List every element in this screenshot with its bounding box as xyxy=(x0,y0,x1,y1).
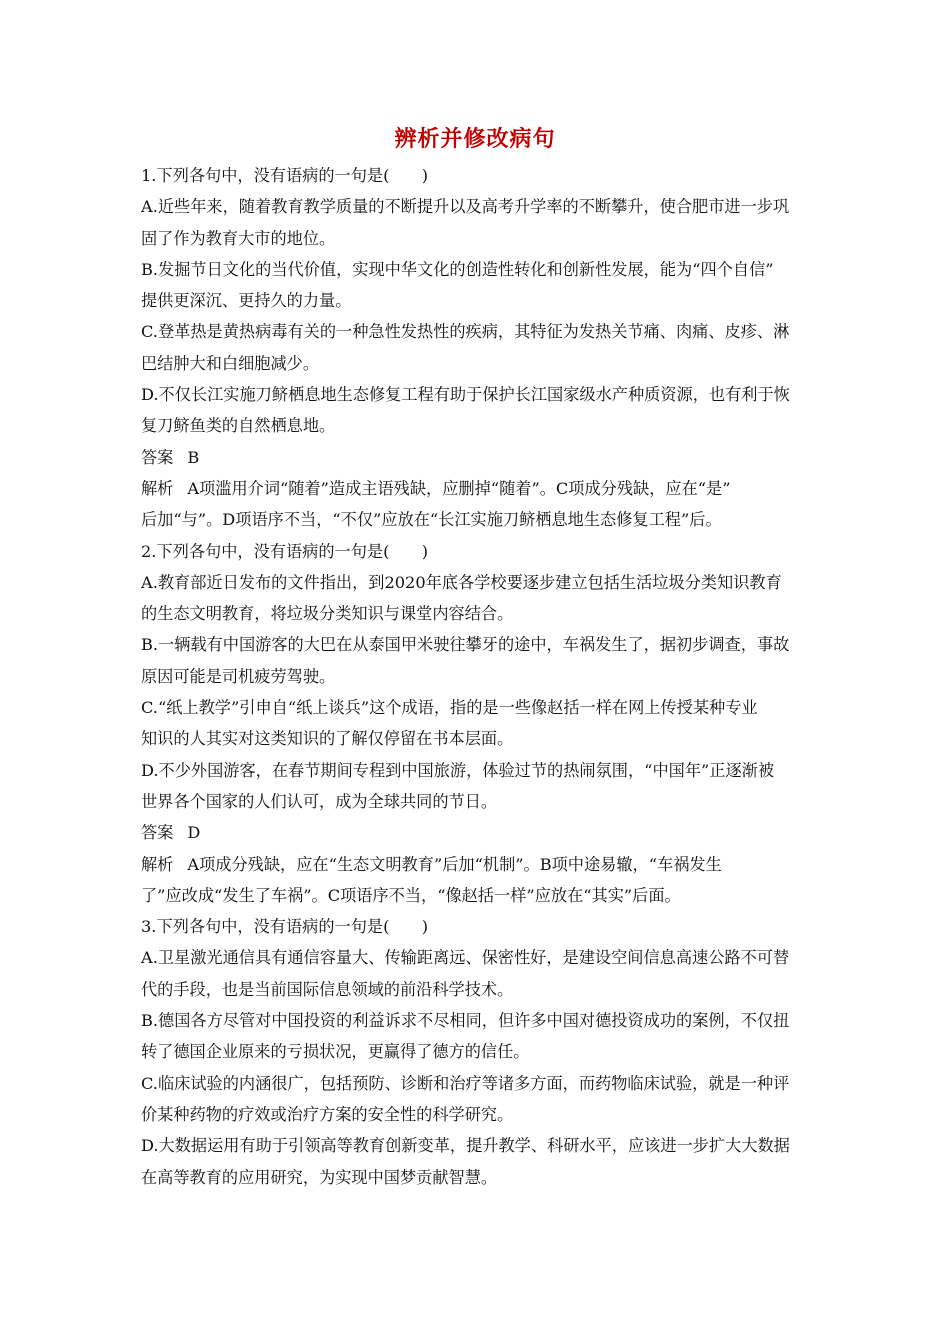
q2-analysis-line-1 xyxy=(141,849,813,880)
q1-option-d-line-1: D.不仅长江实施刀鲚栖息地生态修复工程有助于保护长江国家级水产种质资源，也有利于恢 xyxy=(141,385,790,405)
q1-analysis-line-1 xyxy=(141,473,813,504)
q2-option-b-line-2: 原因可能是司机疲劳驾驶。 xyxy=(141,666,336,686)
page-title: 辨析并修改病句 xyxy=(394,127,556,152)
q3-option-c-line-1: C.临床试验的内涵很广，包括预防、诊断和治疗等诸多方面，而药物临床试验，就是一种评 xyxy=(141,1073,790,1093)
q1-analysis-line-2: 后加“与”。D项语序不当，“不仅”应放在“长江实施刀鲚栖息地生态修复工程”后。 xyxy=(141,510,722,530)
q2-option-a-line-2: 的生态文明教育，将垃圾分类知识与课堂内容结合。 xyxy=(141,604,514,624)
q3-option-b-line-2: 转了德国企业原来的亏损状况，更赢得了德方的信任。 xyxy=(141,1042,530,1062)
analysis-text: A项滥用介词“随着”造成主语残缺，应删掉“随着”。C项成分残缺，应在“是” xyxy=(187,478,731,498)
question-2-stem: 2.下列各句中，没有语病的一句是( ) xyxy=(141,541,429,561)
q1-option-c-line-2: 巴结肿大和白细胞减少。 xyxy=(141,353,320,373)
analysis-label: 解析 xyxy=(141,854,174,874)
answer-label: 答案 xyxy=(141,823,174,843)
q3-option-d-line-1: D.大数据运用有助于引领高等教育创新变革，提升教学、科研水平，应该进一步扩大大数据 xyxy=(141,1136,790,1156)
q3-option-a-line-2: 代的手段，也是当前国际信息领域的前沿科学技术。 xyxy=(141,979,514,999)
q3-option-c-line-2: 价某种药物的疗效或治疗方案的安全性的科学研究。 xyxy=(141,1104,514,1124)
q1-option-b-line-2: 提供更深沉、更持久的力量。 xyxy=(141,291,352,311)
q2-answer xyxy=(141,817,813,848)
q1-answer xyxy=(141,442,813,473)
question-1-stem: 1.下列各句中，没有语病的一句是( ) xyxy=(141,166,429,185)
q1-option-b-line-1: B.发掘节日文化的当代价值，实现中华文化的创造性转化和创新性发展，能为“四个自信” xyxy=(141,259,774,279)
q2-option-c-line-1: C.“纸上教学”引申自“纸上谈兵”这个成语，指的是一些像赵括一样在网上传授某种专业 xyxy=(141,698,758,718)
q2-option-c-line-2: 知识的人其实对这类知识的了解仅停留在书本层面。 xyxy=(141,729,514,749)
q1-option-a-line-1: A.近些年来，随着教育教学质量的不断提升以及高考升学率的不断攀升，使合肥市进一步巩 xyxy=(141,197,790,217)
q3-option-d-line-2: 在高等教育的应用研究，为实现中国梦贡献智慧。 xyxy=(141,1167,498,1187)
q1-option-d-line-2: 复刀鲚鱼类的自然栖息地。 xyxy=(141,416,336,436)
answer-value: D xyxy=(187,823,201,843)
analysis-text: A项成分残缺，应在“生态文明教育”后加“机制”。B项中途易辙，“车祸发生 xyxy=(187,854,722,874)
q2-analysis-line-2: 了”应改成“发生了车祸”。C项语序不当，“像赵括一样”应放在“其实”后面。 xyxy=(141,885,681,905)
document-body xyxy=(141,160,813,1193)
analysis-label: 解析 xyxy=(141,478,174,498)
q2-option-d-line-1: D.不少外国游客，在春节期间专程到中国旅游，体验过节的热闹氛围，“中国年”正逐渐被 xyxy=(141,760,775,780)
question-3-stem: 3.下列各句中，没有语病的一句是( ) xyxy=(141,917,429,937)
q2-option-a-line-1: A.教育部近日发布的文件指出，到2020年底各学校要逐步建立包括生活垃圾分类知识教育 xyxy=(141,572,782,592)
q2-option-b-line-1: B.一辆载有中国游客的大巴在从泰国甲米驶往攀牙的途中，车祸发生了，据初步调查，事故 xyxy=(141,635,790,655)
q3-option-a-line-1: A.卫星激光通信具有通信容量大、传输距离远、保密性好，是建设空间信息高速公路不可替 xyxy=(141,948,790,968)
q2-option-d-line-2: 世界各个国家的人们认可，成为全球共同的节日。 xyxy=(141,791,498,811)
answer-label: 答案 xyxy=(141,447,174,467)
answer-value: B xyxy=(187,447,200,467)
q1-option-c-line-1: C.登革热是黄热病毒有关的一种急性发热性的疾病，其特征为发热关节痛、肉痛、皮疹、淋 xyxy=(141,322,790,342)
q3-option-b-line-1: B.德国各方尽管对中国投资的利益诉求不尽相同，但许多中国对德投资成功的案例，不仅扭 xyxy=(141,1011,790,1031)
q1-option-a-line-2: 固了作为教育大市的地位。 xyxy=(141,228,336,248)
